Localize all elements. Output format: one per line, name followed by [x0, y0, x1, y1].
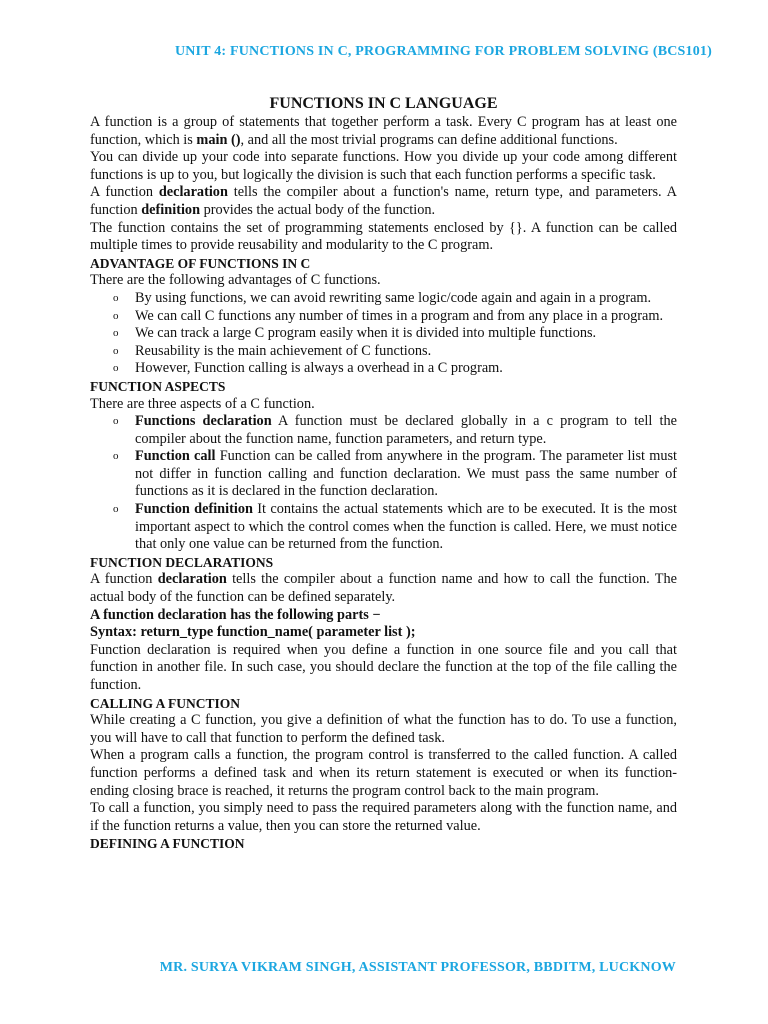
- declaration-term: declaration: [158, 184, 228, 201]
- declarations-paragraph-2: Function declaration is required when you define a function in one source file and you call that function in another file. In such case, you should declare the function at the top of the file calling the function.: [90, 641, 677, 693]
- list-item: o We can track a large C program easily when it is divided into multiple functions.: [135, 325, 677, 343]
- declaration-term: declaration: [157, 571, 227, 588]
- intro-paragraph-1: A function is a group of statements that together perform a task. Every C program has at least one function, which is main (), and all the most trivial programs can define additional functions.: [90, 114, 677, 148]
- section-heading-calling: CALLING A FUNCTION: [90, 695, 241, 711]
- calling-paragraph-1: While creating a C function, you give a definition of what the function has to do. To use a function, you will have to call that function to perform the defined task.: [90, 712, 677, 746]
- document-title: FUNCTIONS IN C LANGUAGE: [269, 95, 498, 112]
- aspects-list: [90, 413, 677, 554]
- list-item: o We can call C functions any number of times in a program and from any place in a program.: [135, 308, 677, 326]
- declarations-paragraph-1: A function declaration tells the compiler about a function name and how to call the function. The actual body of the function can be defined separately.: [90, 571, 677, 606]
- main-keyword: main (): [196, 131, 241, 148]
- list-item: o Function call Function can be called from anywhere in the program. The parameter list must not differ in function calling and function declaration. We must pass the same number of functions as it is declared in the function declaration.: [135, 448, 677, 501]
- list-item: o However, Function calling is always a overhead in a C program.: [135, 360, 677, 378]
- aspect-term: Function definition: [135, 501, 253, 518]
- list-item: o By using functions, we can avoid rewriting same logic/code again and again in a program.: [135, 290, 677, 308]
- section-heading-aspects: FUNCTION ASPECTS: [90, 378, 226, 394]
- aspect-term: Functions declaration: [135, 413, 272, 430]
- intro-paragraph-2: You can divide up your code into separate functions. How you divide up your code among different functions is up to you, but logically the division is such that each function performs a specific task.: [90, 149, 677, 183]
- calling-paragraph-3: To call a function, you simply need to pass the required parameters along with the function name, and if the function returns a value, then you can store the returned value.: [90, 800, 677, 834]
- aspects-lead: There are three aspects of a C function.: [90, 395, 315, 412]
- list-item: o Function definition It contains the actual statements which are to be executed. It is the most important aspect to which the control comes when the function is called. Here, we must notice that only one value can be returned from the function.: [135, 501, 677, 554]
- page-header: UNIT 4: FUNCTIONS IN C, PROGRAMMING FOR PROBLEM SOLVING (BCS101): [174, 44, 712, 59]
- list-item: o Reusability is the main achievement of C functions.: [135, 343, 677, 361]
- intro-paragraph-3: A function declaration tells the compiler about a function's name, return type, and parameters. A function definition provides the actual body of the function.: [90, 184, 677, 218]
- section-heading-declarations: FUNCTION DECLARATIONS: [90, 554, 274, 570]
- section-heading-defining: DEFINING A FUNCTION: [90, 836, 245, 852]
- aspect-term: Function call: [135, 448, 216, 465]
- page-footer: MR. SURYA VIKRAM SINGH, ASSISTANT PROFESSOR, BBDITM, LUCKNOW: [159, 960, 676, 975]
- list-item: o Functions declaration A function must be declared globally in a c program to tell the compiler about the function name, function parameters, and return type.: [135, 413, 677, 448]
- advantages-lead: There are the following advantages of C functions.: [90, 272, 381, 289]
- section-heading-advantages: ADVANTAGE OF FUNCTIONS IN C: [90, 255, 311, 271]
- definition-term: definition: [141, 201, 201, 218]
- syntax-line: Syntax: return_type function_name( parameter list );: [90, 624, 416, 641]
- declaration-parts-line: A function declaration has the following parts −: [90, 606, 381, 623]
- intro-paragraph-4: The function contains the set of programming statements enclosed by {}. A function can be called multiple times to provide reusability and modularity to the C program.: [90, 219, 677, 254]
- document-body: [90, 95, 677, 853]
- advantages-list: [90, 290, 677, 378]
- calling-paragraph-2: When a program calls a function, the program control is transferred to the called function. A called function performs a defined task and when its return statement is executed or when its function-ending closing brace is reached, it returns the program control back to the main program.: [90, 747, 677, 799]
